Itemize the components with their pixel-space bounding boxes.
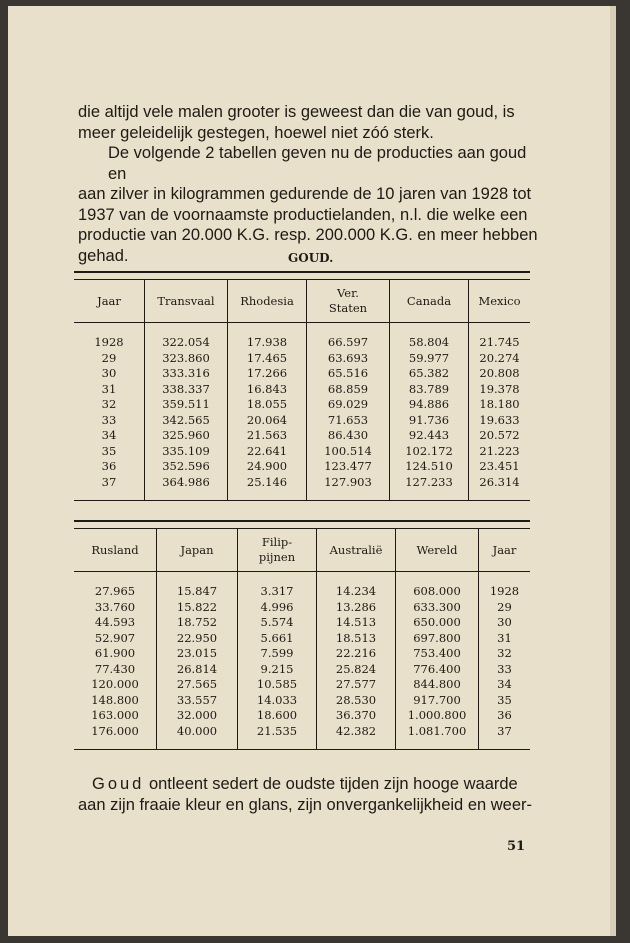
data-column [74, 323, 145, 501]
table-cell: 91.736 [408, 412, 450, 427]
table-cell: 44.593 [94, 615, 136, 629]
table-cell: 33 [497, 661, 512, 676]
table-cell: 1928 [489, 584, 520, 598]
column-header: Australië [317, 529, 396, 572]
table-cell: 61.900 [94, 646, 136, 660]
table-cell: 36.370 [335, 708, 377, 722]
table-cell: 352.596 [162, 459, 210, 473]
column-header-filipijnen [238, 529, 317, 572]
table-cell: 9.215 [260, 661, 294, 676]
table-cell: 3.317 [260, 584, 294, 598]
column-header: Rusland [74, 529, 157, 572]
table-cell: 23.015 [176, 646, 218, 660]
table-cell: 30 [497, 615, 512, 629]
table-cell: 83.789 [408, 381, 450, 396]
column-header: Mexico [469, 280, 531, 323]
table-cell: 94.886 [408, 397, 450, 411]
table-title: GOUD. [288, 251, 334, 265]
table-cell: 33.760 [94, 599, 136, 614]
table-cell: 163.000 [91, 708, 139, 722]
column-header: Wereld [396, 529, 479, 572]
table-cell: 32.000 [176, 708, 218, 722]
gold-table-1 [74, 271, 530, 504]
table-cell: 28.530 [335, 692, 377, 707]
table-cell: 21.223 [479, 443, 520, 458]
table-cell: 30 [101, 366, 117, 380]
table-cell: 13.286 [335, 599, 377, 614]
header-line: Ver. [337, 286, 359, 300]
data-column [238, 572, 317, 750]
table-cell: 776.400 [413, 661, 461, 676]
data-column [469, 323, 531, 501]
table-cell: 148.800 [91, 692, 139, 707]
table-cell: 697.800 [413, 630, 461, 645]
table-cell: 10.585 [256, 677, 298, 691]
table-cell: 66.597 [327, 335, 369, 349]
data-column [145, 323, 228, 501]
column-header: Japan [157, 529, 238, 572]
table-cell: 18.600 [256, 708, 298, 722]
table-cell: 23.451 [479, 459, 520, 473]
table-cell: 63.693 [327, 350, 369, 365]
table-cell: 58.804 [408, 335, 450, 349]
data-column [307, 323, 390, 501]
table-cell: 31 [101, 381, 117, 396]
table-cell: 59.977 [408, 350, 450, 365]
table-cell: 25.824 [335, 661, 377, 676]
text-line: productie van 20.000 K.G. resp. 200.000 K.G. en meer hebben [78, 226, 538, 244]
header-line: Filip- [261, 535, 293, 549]
table-cell: 26.314 [479, 474, 520, 489]
spaced-word: Goud [92, 775, 145, 793]
table-cell: 25.146 [246, 474, 288, 489]
table-cell: 52.907 [94, 630, 136, 645]
table-cell: 650.000 [413, 615, 461, 629]
table-cell: 32 [497, 646, 512, 660]
table-cell: 17.938 [246, 335, 288, 349]
column-header-ver-staten [307, 280, 390, 323]
table-cell: 342.565 [162, 412, 210, 427]
text-fragment: ontleent sedert de oudste tijden zijn hooge waarde [144, 775, 518, 793]
table-cell: 35 [497, 692, 512, 707]
table-cell: 27.577 [335, 677, 377, 691]
table-cell: 333.316 [162, 366, 210, 380]
table-cell: 17.465 [246, 350, 288, 365]
table-cell: 1.000.800 [407, 708, 467, 722]
table-cell: 68.859 [327, 381, 369, 396]
table-cell: 127.903 [324, 474, 372, 489]
text-line: die altijd vele malen grooter is geweest dan die van goud, is [78, 103, 515, 121]
text-line: gehad. [78, 246, 129, 265]
text-line [78, 774, 538, 795]
table-cell: 364.986 [162, 474, 210, 489]
table-cell: 33 [101, 412, 117, 427]
table-cell: 31 [497, 630, 512, 645]
table-cell: 608.000 [413, 584, 461, 598]
text-line: aan zilver in kilogrammen gedurende de 10 jaren van 1928 tot [78, 185, 532, 203]
table-cell: 32 [101, 397, 117, 411]
table-cell: 20.064 [246, 412, 288, 427]
table-cell: 325.960 [162, 428, 210, 442]
column-header: Jaar [479, 529, 531, 572]
table-cell: 176.000 [91, 723, 139, 738]
table-cell: 16.843 [246, 381, 288, 396]
table-cell: 20.274 [479, 350, 520, 365]
table-cell: 17.266 [246, 366, 288, 380]
closing-paragraph [78, 774, 538, 815]
table-cell: 100.514 [324, 443, 372, 458]
table-cell: 27.565 [176, 677, 218, 691]
table-cell: 21.745 [479, 335, 520, 349]
table-cell: 323.860 [162, 350, 210, 365]
intro-paragraph [78, 102, 538, 266]
table-cell: 36 [497, 708, 512, 722]
column-header: Rhodesia [228, 280, 307, 323]
page-number: 51 [507, 839, 526, 854]
header-line: pijnen [258, 550, 296, 564]
table-cell: 20.808 [479, 366, 520, 380]
table-cell: 123.477 [324, 459, 372, 473]
table-cell: 20.572 [479, 428, 520, 442]
table-cell: 27.965 [94, 584, 136, 598]
table-cell: 42.382 [335, 723, 377, 738]
table-cell: 37 [497, 723, 512, 738]
table-cell: 24.900 [246, 459, 288, 473]
table-cell: 65.516 [327, 366, 369, 380]
table-cell: 18.513 [335, 630, 377, 645]
table-cell: 1.081.700 [407, 723, 467, 738]
table-cell: 102.172 [405, 443, 453, 458]
column-header: Canada [390, 280, 469, 323]
column-header: Transvaal [145, 280, 228, 323]
text-line: aan zijn fraaie kleur en glans, zijn onvergankelijkheid en weer- [78, 795, 533, 814]
table-cell: 15.847 [176, 584, 218, 598]
text-line: De volgende 2 tabellen geven nu de producties aan goud en [108, 144, 527, 183]
table-cell: 844.800 [413, 677, 461, 691]
table-cell: 34 [101, 428, 117, 442]
table-cell: 753.400 [413, 646, 461, 660]
table-cell: 15.822 [176, 599, 218, 614]
table-cell: 33.557 [176, 692, 218, 707]
table-cell: 35 [101, 443, 117, 458]
table-cell: 26.814 [176, 661, 218, 676]
table-cell: 36 [101, 459, 117, 473]
table-cell: 69.029 [327, 397, 369, 411]
data-column [396, 572, 479, 750]
table-cell: 86.430 [327, 428, 369, 442]
table-cell: 77.430 [94, 661, 136, 676]
table-cell: 18.752 [176, 615, 218, 629]
table-cell: 7.599 [260, 646, 294, 660]
table-cell: 34 [497, 677, 512, 691]
table-cell: 917.700 [413, 692, 461, 707]
table-cell: 29 [497, 599, 512, 614]
header-line: Staten [328, 301, 368, 315]
table-cell: 71.653 [327, 412, 369, 427]
table-cell: 14.513 [335, 615, 377, 629]
data-column [228, 323, 307, 501]
table-cell: 22.641 [246, 443, 288, 458]
table-cell: 65.382 [408, 366, 450, 380]
table-cell: 633.300 [413, 599, 461, 614]
table-cell: 14.234 [335, 584, 377, 598]
data-column [157, 572, 238, 750]
table-cell: 120.000 [91, 677, 139, 691]
table-cell: 5.574 [260, 615, 294, 629]
table-cell: 127.233 [405, 474, 453, 489]
table-cell: 322.054 [162, 335, 210, 349]
data-column [74, 572, 157, 750]
column-header: Jaar [74, 280, 145, 323]
table-cell: 22.950 [176, 630, 218, 645]
table-cell: 37 [101, 474, 117, 489]
table-cell: 92.443 [408, 428, 450, 442]
table-cell: 124.510 [405, 459, 453, 473]
table-cell: 19.633 [479, 412, 520, 427]
text-line: meer geleidelijk gestegen, hoewel niet zóó sterk. [78, 123, 434, 142]
book-page [8, 6, 616, 936]
table-cell: 5.661 [260, 630, 294, 645]
table-cell: 21.535 [256, 723, 298, 738]
table-cell: 40.000 [176, 723, 218, 738]
table-cell: 1928 [94, 335, 124, 349]
table-cell: 335.109 [162, 443, 210, 458]
table-cell: 4.996 [260, 599, 294, 614]
table-cell: 18.055 [246, 397, 288, 411]
gold-table-2 [74, 520, 530, 753]
table-cell: 21.563 [246, 428, 288, 442]
text-line: 1937 van de voornaamste productielanden, n.l. die welke een [78, 205, 528, 224]
table-cell: 22.216 [335, 646, 377, 660]
data-column [317, 572, 396, 750]
table-cell: 338.337 [162, 381, 210, 396]
table-cell: 29 [101, 350, 117, 365]
data-column [479, 572, 531, 750]
table-cell: 359.511 [162, 397, 210, 411]
table-cell: 14.033 [256, 692, 298, 707]
table-cell: 18.180 [479, 397, 520, 411]
table-cell: 19.378 [479, 381, 520, 396]
data-column [390, 323, 469, 501]
